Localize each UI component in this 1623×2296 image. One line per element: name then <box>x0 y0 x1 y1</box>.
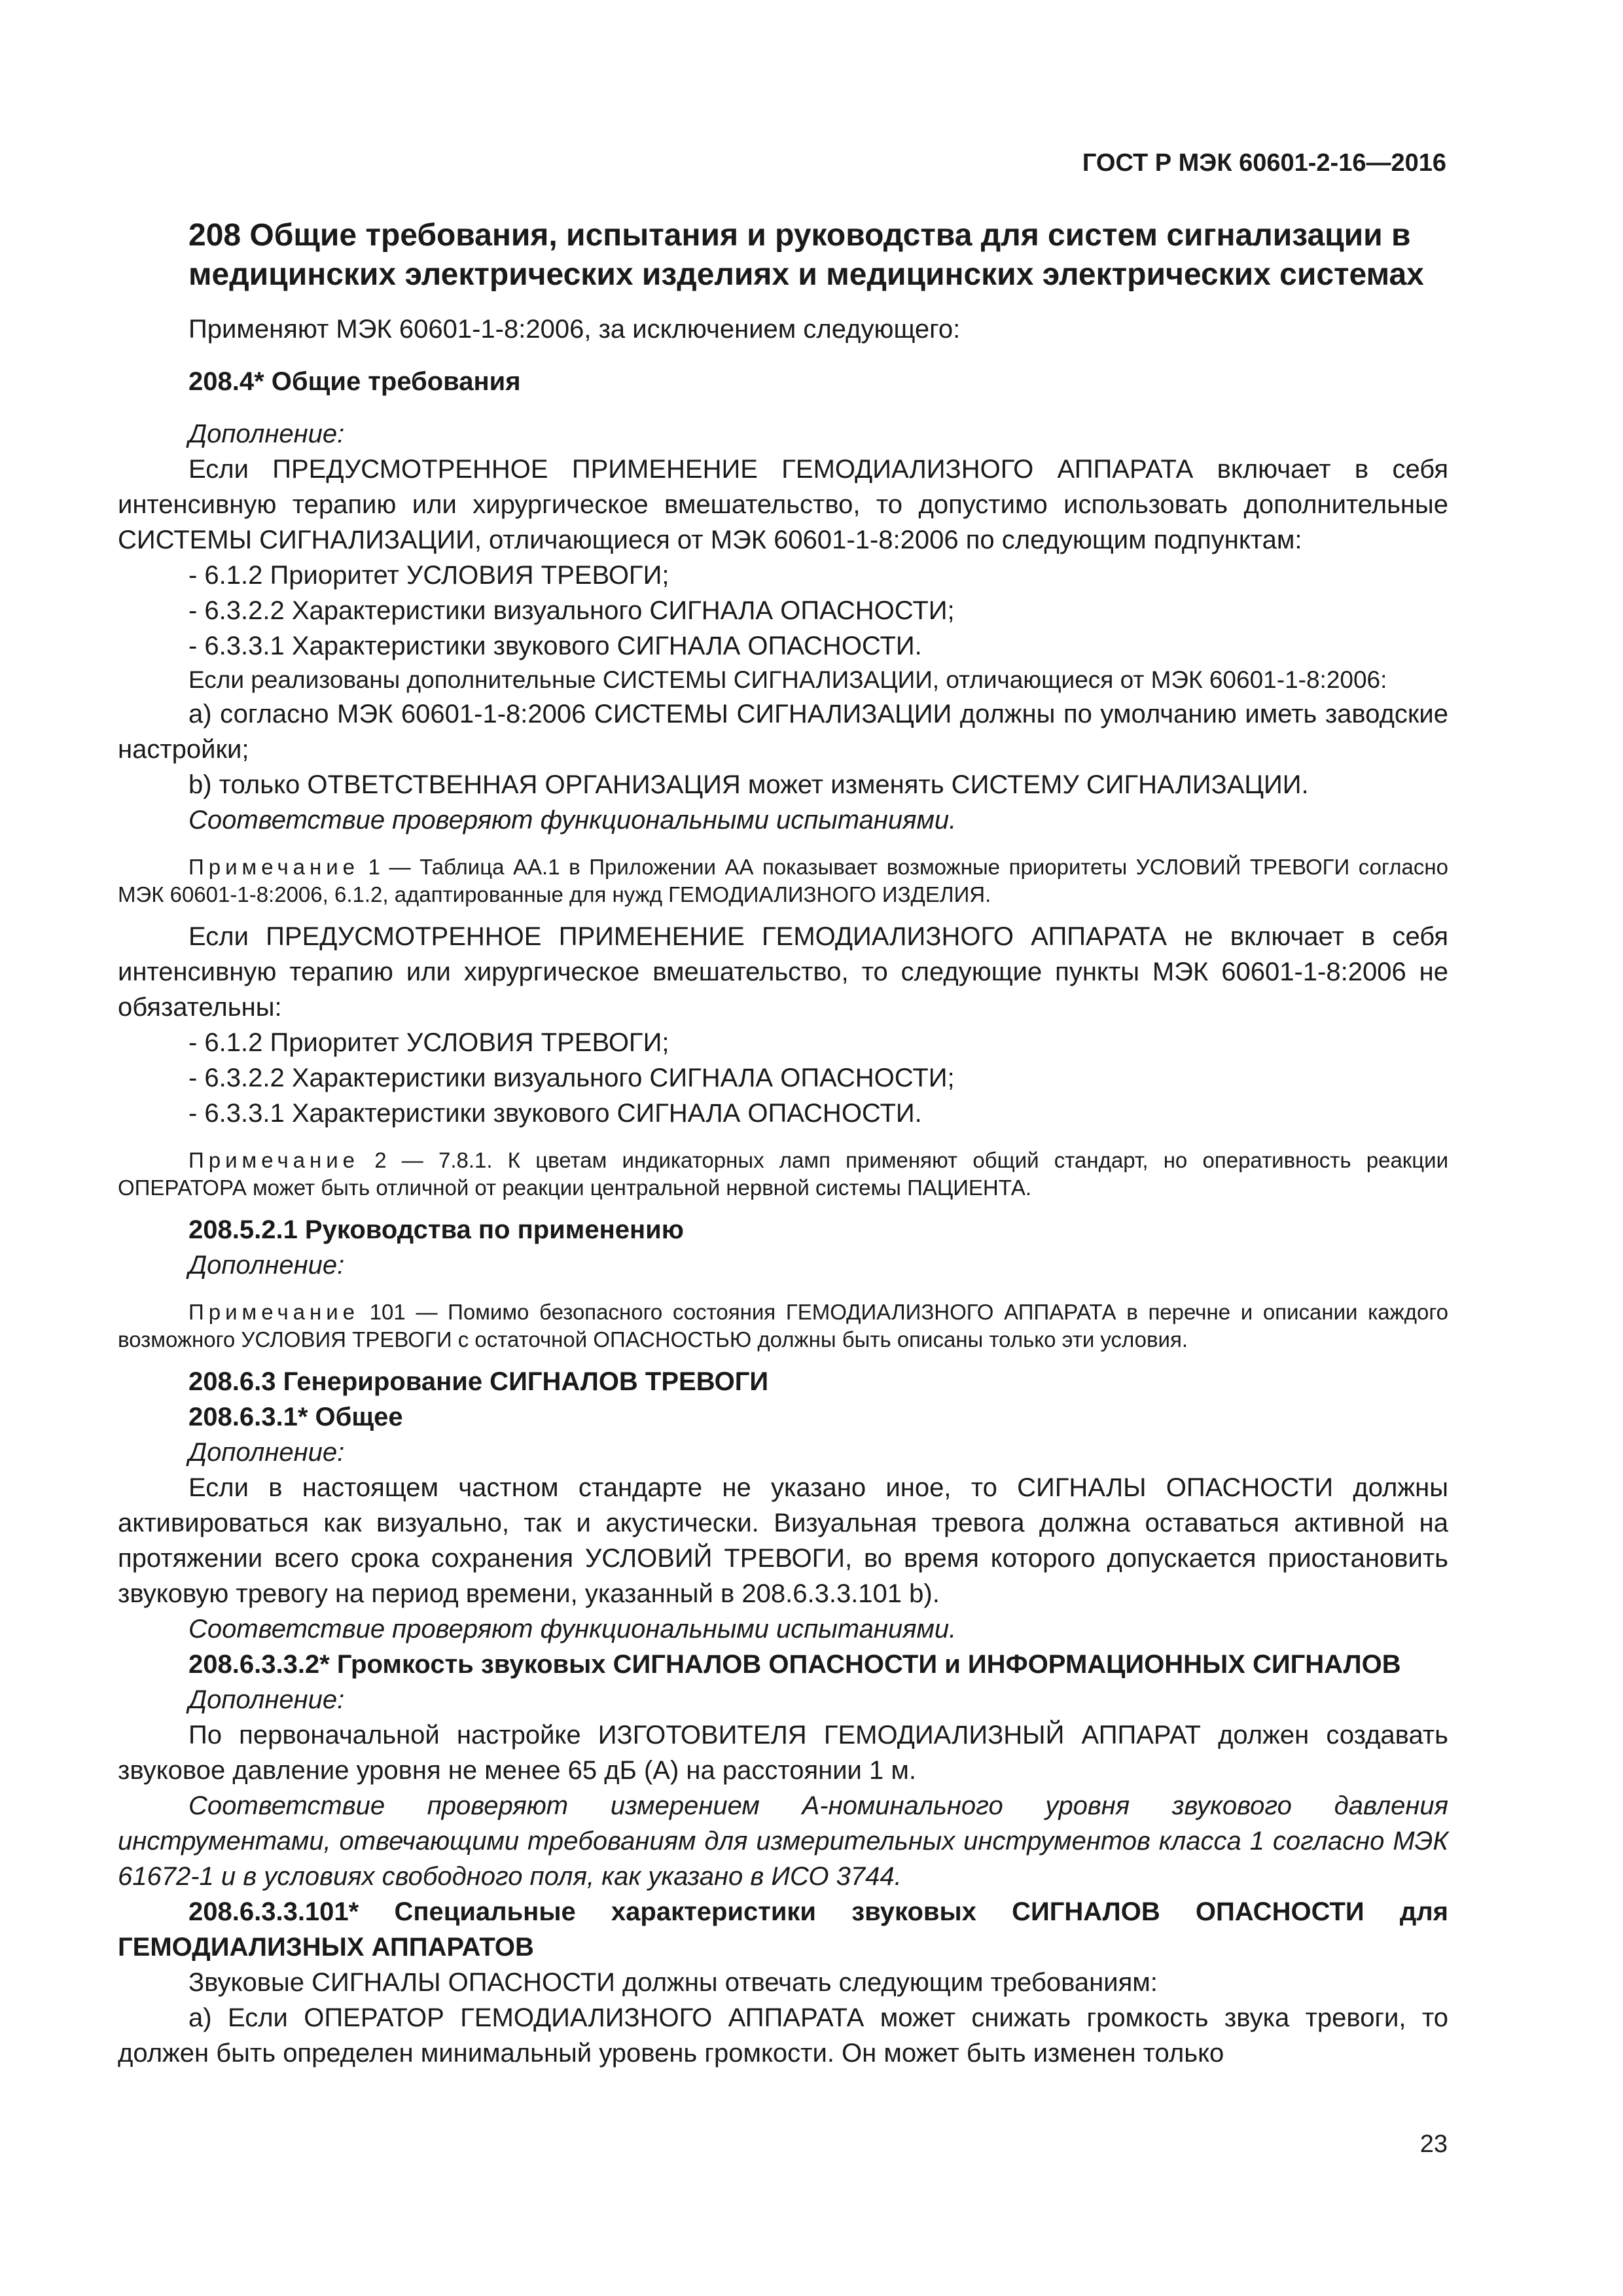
list-item: b) только ОТВЕТСТВЕННАЯ ОРГАНИЗАЦИЯ может изменять СИСТЕМУ СИГНАЛИЗАЦИИ. <box>188 770 1309 799</box>
heading-208-6-3-1: 208.6.3.1* Общее <box>188 1403 403 1431</box>
list-item: - 6.3.3.1 Характеристики звукового СИГНАЛА ОПАСНОСТИ. <box>188 632 922 660</box>
list-item: - 6.1.2 Приоритет УСЛОВИЯ ТРЕВОГИ; <box>188 561 669 590</box>
intro-text: Применяют МЭК 60601-1-8:2006, за исключением следующего: <box>188 315 961 344</box>
note-label: Примечание <box>188 1300 360 1324</box>
paragraph: Если ПРЕДУСМОТРЕННОЕ ПРИМЕНЕНИЕ ГЕМОДИАЛИЗНОГО АППАРАТА не включает в себя интенсивную терапию или хирургическое вмешательство, то следующие пункты МЭК 60601-1-8:2006 не обязательны: <box>118 922 1448 1022</box>
compliance-text: Соответствие проверяют измерением А-номинального уровня звукового давления инструментами, отвечающими требованиям для измерительных инструментов класса 1 согласно МЭК 61672-1 и в условиях свободного поля, как указано в ИСО 3744. <box>118 1791 1448 1891</box>
addition-label: Дополнение: <box>188 1438 345 1467</box>
page-number: 23 <box>1419 2130 1448 2158</box>
list-item: - 6.1.2 Приоритет УСЛОВИЯ ТРЕВОГИ; <box>188 1028 669 1057</box>
paragraph: Если реализованы дополнительные СИСТЕМЫ СИГНАЛИЗАЦИИ, отличающиеся от МЭК 60601-1-8:2006: <box>188 666 1387 693</box>
list-item: а) согласно МЭК 60601-1-8:2006 СИСТЕМЫ СИГНАЛИЗАЦИИ должны по умолчанию иметь заводские настройки; <box>118 700 1448 764</box>
list-item: - 6.3.2.2 Характеристики визуального СИГНАЛА ОПАСНОСТИ; <box>188 596 955 625</box>
section-title: 208 Общие требования, испытания и руководства для систем сигнализации в медицинских электрических изделиях и медицинских электрических системах <box>188 218 1424 292</box>
note-1 <box>118 853 1448 908</box>
compliance-text: Соответствие проверяют функциональными испытаниями. <box>188 806 957 834</box>
note-101 <box>118 1299 1448 1354</box>
paragraph: Если в настоящем частном стандарте не указано иное, то СИГНАЛЫ ОПАСНОСТИ должны активироваться как визуально, так и акустически. Визуальная тревога должна оставаться активной на протяжении всего срока сохранения УСЛОВИЙ ТРЕВОГИ, во время которого допускается приостановить звуковую тревогу на период времени, указанный в 208.6.3.3.101 b). <box>118 1473 1448 1608</box>
compliance-text: Соответствие проверяют функциональными испытаниями. <box>188 1615 957 1643</box>
note-label: Примечание <box>188 855 360 879</box>
list-item: а) Если ОПЕРАТОР ГЕМОДИАЛИЗНОГО АППАРАТА может снижать громкость звука тревоги, то должен быть определен минимальный уровень громкости. Он может быть изменен только <box>118 2003 1448 2068</box>
note-2 <box>118 1147 1448 1202</box>
paragraph: По первоначальной настройке ИЗГОТОВИТЕЛЯ ГЕМОДИАЛИЗНЫЙ АППАРАТ должен создавать звуковое давление уровня не менее 65 дБ (А) на расстоянии 1 м. <box>118 1721 1448 1785</box>
heading-208-5-2-1: 208.5.2.1 Руководства по применению <box>188 1215 684 1244</box>
heading-208-6-3-3-2: 208.6.3.3.2* Громкость звуковых СИГНАЛОВ ОПАСНОСТИ и ИНФОРМАЦИОННЫХ СИГНАЛОВ <box>188 1650 1401 1679</box>
addition-label: Дополнение: <box>188 420 345 448</box>
list-item: - 6.3.3.1 Характеристики звукового СИГНАЛА ОПАСНОСТИ. <box>188 1099 922 1128</box>
paragraph: Звуковые СИГНАЛЫ ОПАСНОСТИ должны отвечать следующим требованиям: <box>188 1968 1158 1997</box>
note-text: 2 — 7.8.1. К цветам индикаторных ламп применяют общий стандарт, но оперативность реакции ОПЕРАТОРА может быть отличной от реакции центральной нервной системы ПАЦИЕНТА. <box>118 1148 1448 1200</box>
page-content <box>118 216 1448 2071</box>
paragraph: Если ПРЕДУСМОТРЕННОЕ ПРИМЕНЕНИЕ ГЕМОДИАЛИЗНОГО АППАРАТА включает в себя интенсивную терапию или хирургическое вмешательство, то допустимо использовать дополнительные СИСТЕМЫ СИГНАЛИЗАЦИИ, отличающиеся от МЭК 60601-1-8:2006 по следующим подпунктам: <box>118 455 1448 554</box>
addition-label: Дополнение: <box>188 1685 345 1714</box>
heading-208-4: 208.4* Общие требования <box>188 367 521 396</box>
heading-208-6-3: 208.6.3 Генерирование СИГНАЛОВ ТРЕВОГИ <box>188 1367 769 1396</box>
note-text: 1 — Таблица АА.1 в Приложении АА показывает возможные приоритеты УСЛОВИЙ ТРЕВОГИ согласно МЭК 60601-1-8:2006, 6.1.2, адаптированные для нужд ГЕМОДИАЛИЗНОГО ИЗДЕЛИЯ. <box>118 855 1448 906</box>
note-label: Примечание <box>188 1148 360 1172</box>
standard-header: ГОСТ Р МЭК 60601-2-16—2016 <box>1082 149 1446 177</box>
note-text: 101 — Помимо безопасного состояния ГЕМОДИАЛИЗНОГО АППАРАТА в перечне и описании каждого возможного УСЛОВИЯ ТРЕВОГИ с остаточной ОПАСНОСТЬЮ должны быть описаны только эти условия. <box>118 1300 1448 1352</box>
heading-208-6-3-3-101: 208.6.3.3.101* Специальные характеристики звуковых СИГНАЛОВ ОПАСНОСТИ для ГЕМОДИАЛИЗНЫХ АППАРАТОВ <box>118 1897 1448 1962</box>
list-item: - 6.3.2.2 Характеристики визуального СИГНАЛА ОПАСНОСТИ; <box>188 1064 955 1092</box>
addition-label: Дополнение: <box>188 1251 345 1280</box>
